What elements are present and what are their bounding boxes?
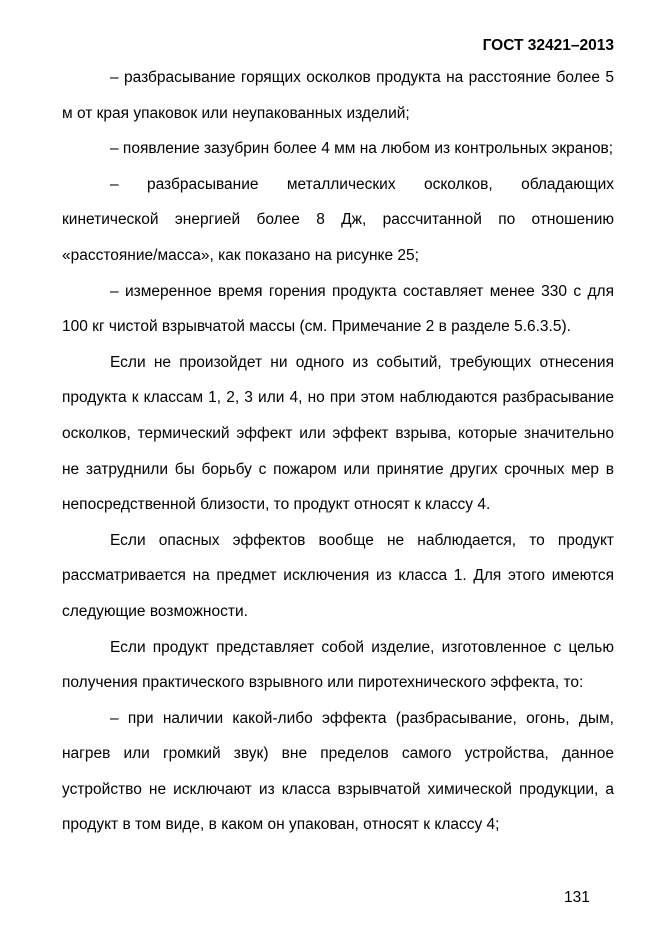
page-number: 131 — [564, 889, 590, 906]
list-item-burning-fragments: – разбрасывание горящих осколков продукта на расстояние более 5 м от края упаковок или неупакованных изделий; — [62, 69, 614, 122]
document-header: ГОСТ 32421–2013 — [482, 37, 614, 54]
paragraph-exclusion: Если опасных эффектов вообще не наблюдается, то продукт рассматривается на предмет исключения из класса 1. Для этого имеются следующие возможности. — [62, 531, 614, 620]
document-body — [62, 60, 614, 843]
list-item-metal-fragments: – разбрасывание металлических осколков, обладающих кинетической энергией более 8 Дж, рассчитанной по отношению «расстояние/масса», как показано на рисунке 25; — [62, 175, 614, 264]
list-item-effect-present: – при наличии какой-либо эффекта (разбрасывание, огонь, дым, нагрев или громкий звук) вне пределов самого устройства, данное устройство не исключают из класса взрывчатой химической продукции, а продукт в том виде, в каком он упакован, относят к классу 4; — [62, 709, 614, 834]
paragraph-article: Если продукт представляет собой изделие, изготовленное с целью получения практического взрывного или пиротехнического эффекта, то: — [62, 638, 614, 692]
list-item-dents: – появление зазубрин более 4 мм на любом из контрольных экранов; — [110, 140, 614, 158]
list-item-burning-time: – измеренное время горения продукта составляет менее 330 с для 100 кг чистой взрывчатой массы (см. Примечание 2 в разделе 5.6.3.5). — [62, 282, 614, 336]
paragraph-class-4: Если не произойдет ни одного из событий, требующих отнесения продукта к классам 1, 2, 3 или 4, но при этом наблюдаются разбрасывание осколков, термический эффект или эффект взрыва, которые значительно не затруднили бы борьбу с пожаром или принятие других срочных мер в непосредственной близости, то продукт относят к классу 4. — [62, 353, 614, 514]
